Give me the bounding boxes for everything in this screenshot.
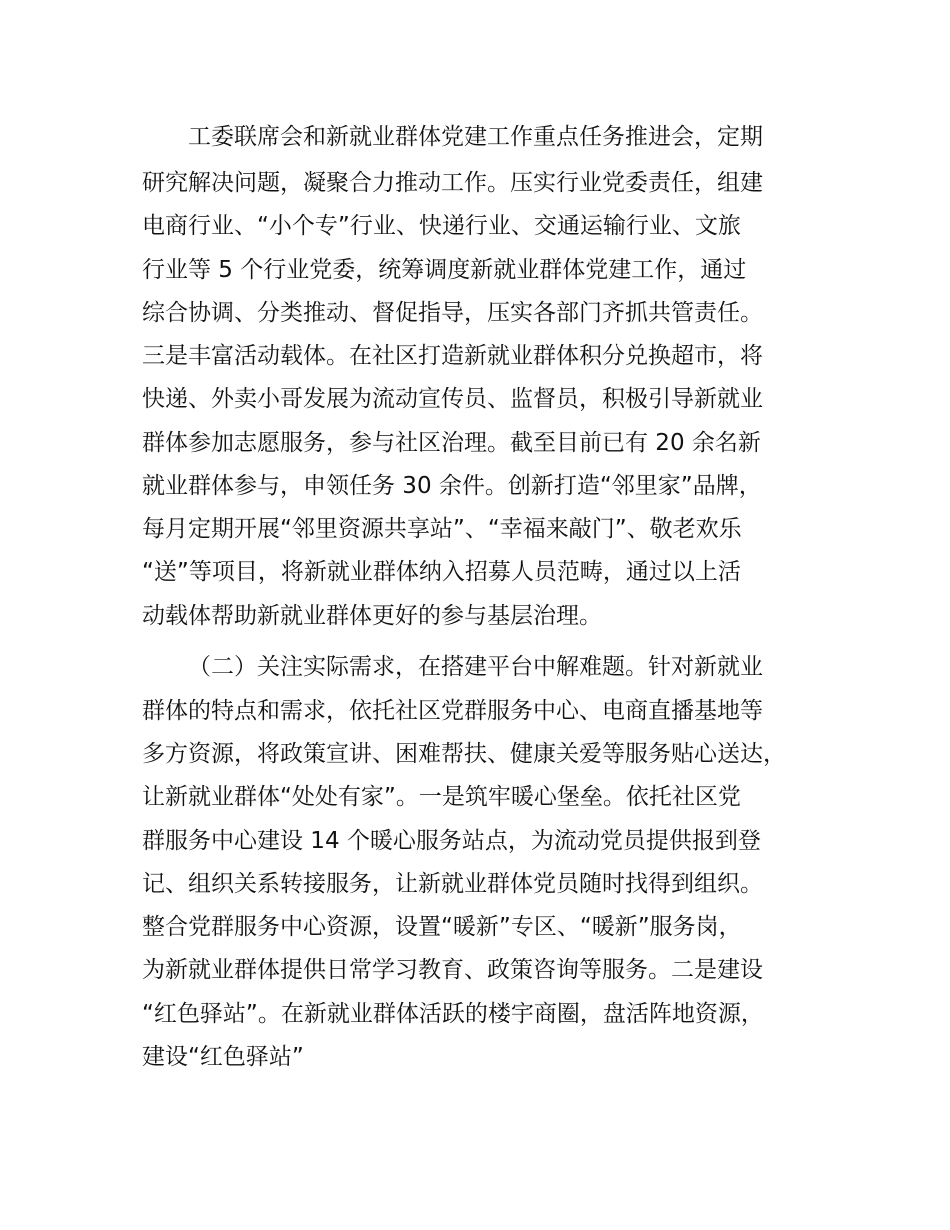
paragraph-line: “送”等项目，将新就业群体纳入招募人员范畴，通过以上活: [142, 559, 741, 585]
paragraph-line: 行业等 5 个行业党委，统筹调度新就业群体党建工作，通过: [142, 257, 747, 283]
paragraph-line: 多方资源，将政策宣讲、困难帮扶、健康关爱等服务贴心送达，: [142, 741, 786, 767]
paragraph-line: 建设“红色驿站”: [142, 1044, 304, 1070]
paragraph-line: 每月定期开展“邻里资源共享站”、“幸福来敲门”、敬老欢乐: [142, 516, 742, 542]
paragraph-line: 工委联席会和新就业群体党建工作重点任务推进会，定期: [188, 124, 763, 150]
paragraph-line: 动载体帮助新就业群体更好的参与基层治理。: [142, 603, 602, 629]
paragraph-line: 综合协调、分类推动、督促指导，压实各部门齐抓共管责任。: [142, 300, 763, 326]
paragraph-line: 快递、外卖小哥发展为流动宣传员、监督员，积极引导新就业: [142, 386, 763, 412]
paragraph-line: 整合党群服务中心资源，设置“暖新”专区、“暖新”服务岗，: [142, 914, 742, 940]
paragraph-line: 群体的特点和需求，依托社区党群服务中心、电商直播基地等: [142, 698, 763, 724]
paragraph-line: 群体参加志愿服务，参与社区治理。截至目前已有 20 余名新: [142, 430, 761, 456]
paragraph-line: “红色驿站”。在新就业群体活跃的楼宇商圈，盘活阵地资源，: [142, 1001, 764, 1027]
paragraph-line: 记、组织关系转接服务，让新就业群体党员随时找得到组织。: [142, 871, 763, 897]
paragraph-line: 研究解决问题，凝聚合力推动工作。压实行业党委责任，组建: [142, 170, 763, 196]
paragraph-line: 群服务中心建设 14 个暖心服务站点，为流动党员提供报到登: [142, 828, 761, 854]
paragraph-line: 电商行业、“小个专”行业、快递行业、交通运输行业、文旅: [142, 213, 741, 239]
paragraph-line: 三是丰富活动载体。在社区打造新就业群体积分兑换超市，将: [142, 343, 763, 369]
paragraph-line: 为新就业群体提供日常学习教育、政策咨询等服务。二是建设: [142, 957, 763, 983]
paragraph-line: 让新就业群体“处处有家”。一是筑牢暖心堡垒。依托社区党: [142, 784, 741, 810]
paragraph-line: （二）关注实际需求，在搭建平台中解难题。针对新就业: [188, 654, 763, 680]
paragraph-line: 就业群体参与，申领任务 30 余件。创新打造“邻里家”品牌，: [142, 473, 762, 499]
